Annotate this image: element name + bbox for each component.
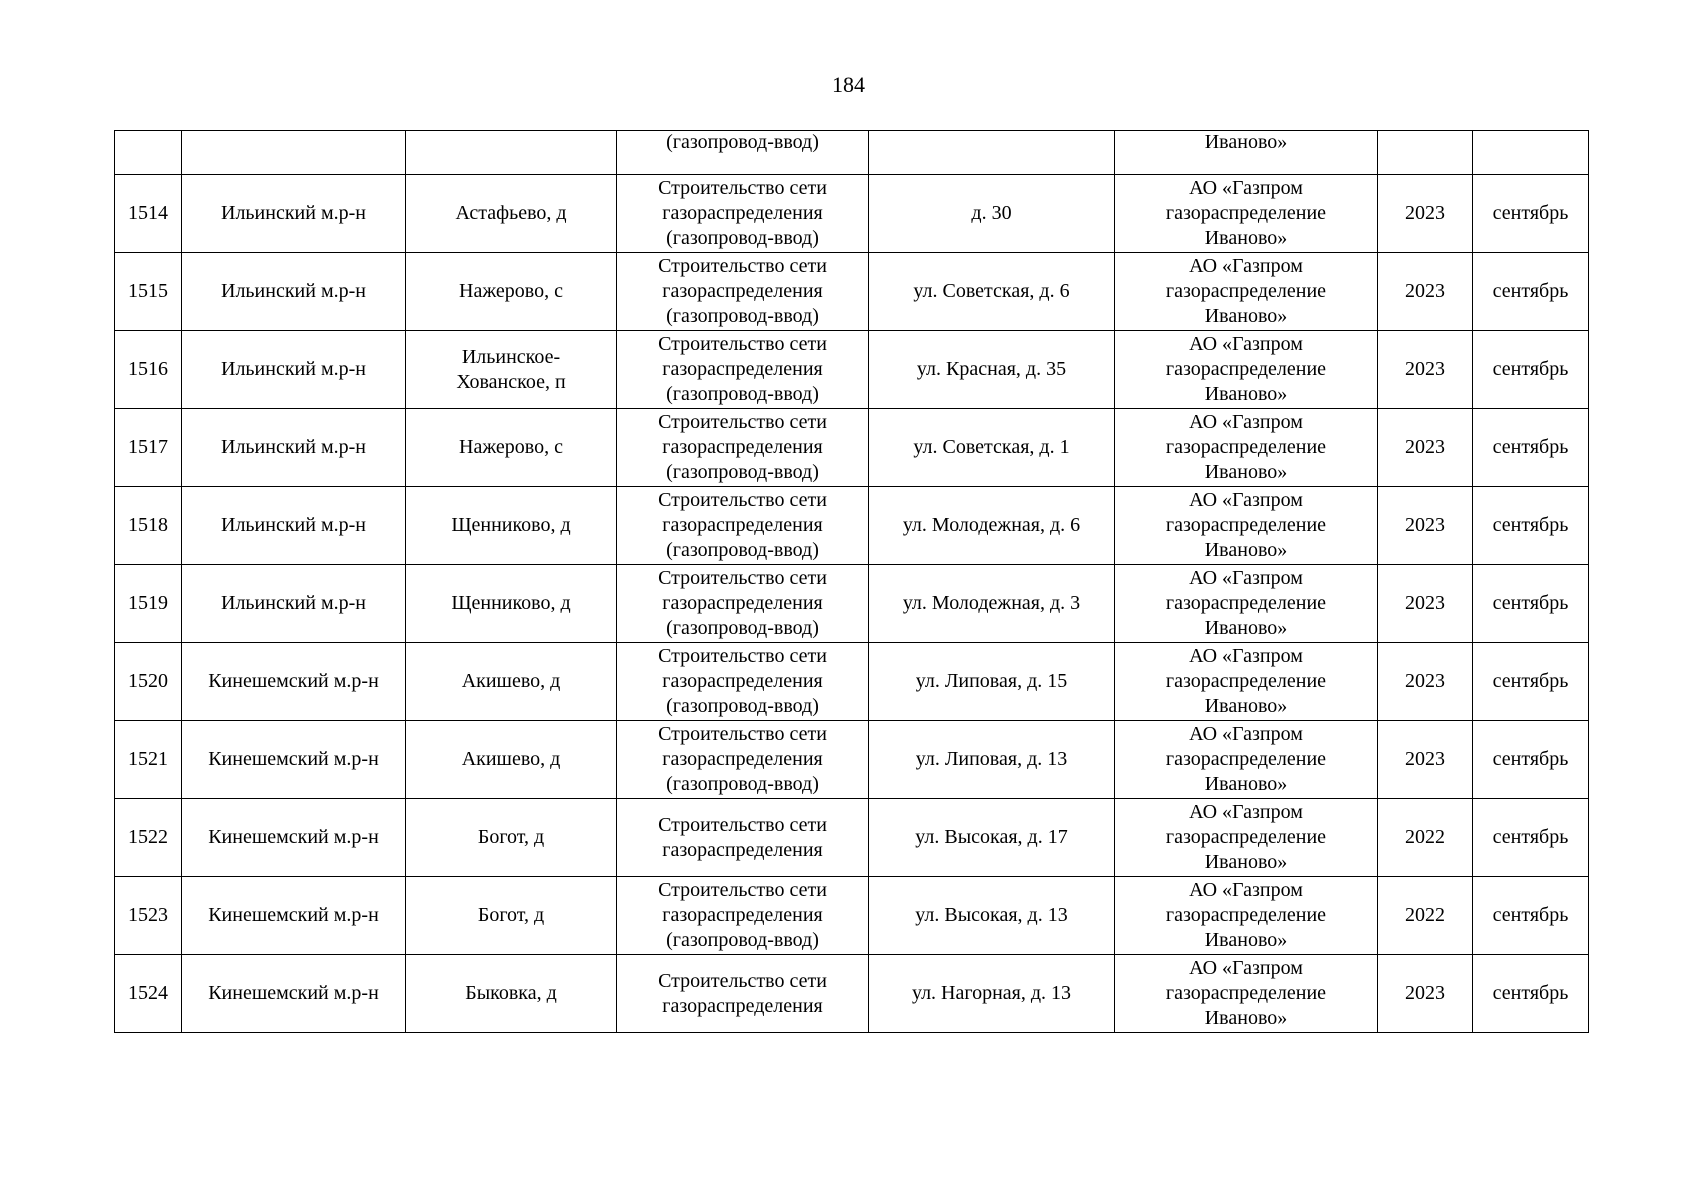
cell-locality-text: Щенниково, д — [451, 592, 571, 614]
cell-work — [617, 955, 869, 1033]
cell-num — [115, 253, 182, 331]
cell-address — [869, 175, 1115, 253]
cell-address — [869, 409, 1115, 487]
cell-month-text: сентябрь — [1492, 514, 1569, 536]
cell-district-text: Ильинский м.р-н — [221, 514, 366, 536]
cell-year-text: 2023 — [1405, 514, 1445, 536]
cell-district-text: Ильинский м.р-н — [221, 592, 366, 614]
cell-year — [1378, 175, 1473, 253]
cell-org — [1115, 175, 1378, 253]
cell-locality — [406, 331, 617, 409]
cell-year — [1378, 877, 1473, 955]
cell-address — [869, 565, 1115, 643]
table-row — [115, 877, 1589, 955]
cell-year — [1378, 253, 1473, 331]
cell-address — [869, 331, 1115, 409]
cell-work — [617, 409, 869, 487]
cell-year — [1378, 487, 1473, 565]
cell-locality — [406, 409, 617, 487]
cell-address — [869, 955, 1115, 1033]
cell-month-text: сентябрь — [1492, 982, 1569, 1004]
cell-work — [617, 799, 869, 877]
cell-num-text: 1520 — [128, 670, 168, 692]
cell-org — [1115, 565, 1378, 643]
cell-work-text: (газопровод-ввод) — [666, 131, 819, 153]
cell-year-text: 2023 — [1405, 982, 1445, 1004]
cell-org-text: Иваново» — [1204, 131, 1288, 153]
cell-address-text: ул. Липовая, д. 15 — [915, 670, 1068, 692]
cell-org-text: АО «Газпром газораспределение Иваново» — [1165, 177, 1327, 249]
cell-locality-text: Ильинское- Хованское, п — [456, 345, 566, 393]
cell-year-text: 2022 — [1405, 904, 1445, 926]
cell-month — [1473, 175, 1589, 253]
cell-locality — [406, 487, 617, 565]
cell-year-text: 2023 — [1405, 670, 1445, 692]
table-row — [115, 175, 1589, 253]
cell-district — [182, 131, 406, 175]
cell-work — [617, 175, 869, 253]
cell-num-text: 1517 — [128, 436, 168, 458]
cell-num-text: 1522 — [128, 826, 168, 848]
cell-address-text: ул. Советская, д. 1 — [913, 436, 1070, 458]
cell-district — [182, 253, 406, 331]
cell-num — [115, 955, 182, 1033]
cell-address — [869, 643, 1115, 721]
cell-year — [1378, 331, 1473, 409]
cell-work — [617, 253, 869, 331]
table-row-continued — [115, 131, 1589, 175]
cell-month-text: сентябрь — [1492, 358, 1569, 380]
cell-year — [1378, 799, 1473, 877]
cell-org-text: АО «Газпром газораспределение Иваново» — [1165, 411, 1327, 483]
cell-num-text: 1523 — [128, 904, 168, 926]
cell-num — [115, 643, 182, 721]
cell-num — [115, 487, 182, 565]
cell-district — [182, 877, 406, 955]
cell-locality-text: Нажерово, с — [459, 280, 563, 302]
cell-address-text: ул. Высокая, д. 13 — [915, 904, 1068, 926]
cell-org — [1115, 331, 1378, 409]
cell-month — [1473, 721, 1589, 799]
cell-work-text: Строительство сети газораспределения (газопровод-ввод) — [658, 723, 827, 795]
cell-org-text: АО «Газпром газораспределение Иваново» — [1165, 255, 1327, 327]
cell-month-text: сентябрь — [1492, 826, 1569, 848]
cell-work — [617, 565, 869, 643]
cell-district — [182, 799, 406, 877]
cell-address-text: ул. Нагорная, д. 13 — [911, 982, 1072, 1004]
cell-address — [869, 131, 1115, 175]
cell-num-text: 1519 — [128, 592, 168, 614]
cell-district-text: Кинешемский м.р-н — [208, 670, 379, 692]
table-row — [115, 799, 1589, 877]
cell-org — [1115, 487, 1378, 565]
cell-district-text: Кинешемский м.р-н — [208, 904, 379, 926]
cell-month — [1473, 331, 1589, 409]
cell-work-text: Строительство сети газораспределения (газопровод-ввод) — [658, 567, 827, 639]
cell-locality-text: Щенниково, д — [451, 514, 571, 536]
table-row — [115, 643, 1589, 721]
table-row — [115, 487, 1589, 565]
cell-year-text: 2023 — [1405, 436, 1445, 458]
cell-address — [869, 721, 1115, 799]
cell-month — [1473, 877, 1589, 955]
cell-year — [1378, 565, 1473, 643]
cell-month — [1473, 487, 1589, 565]
cell-district-text: Кинешемский м.р-н — [208, 982, 379, 1004]
cell-address — [869, 877, 1115, 955]
cell-district — [182, 643, 406, 721]
cell-num — [115, 175, 182, 253]
cell-num-text: 1524 — [128, 982, 168, 1004]
cell-month-text: сентябрь — [1492, 592, 1569, 614]
cell-locality — [406, 565, 617, 643]
cell-month — [1473, 409, 1589, 487]
cell-locality — [406, 799, 617, 877]
cell-year — [1378, 131, 1473, 175]
cell-district — [182, 175, 406, 253]
cell-work — [617, 643, 869, 721]
cell-locality-text: Акишево, д — [461, 748, 561, 770]
cell-district — [182, 721, 406, 799]
cell-address — [869, 799, 1115, 877]
cell-locality-text: Нажерово, с — [459, 436, 563, 458]
cell-address-text: ул. Красная, д. 35 — [916, 358, 1067, 380]
cell-address — [869, 487, 1115, 565]
cell-locality-text: Богот, д — [477, 904, 545, 926]
cell-year — [1378, 721, 1473, 799]
cell-num — [115, 565, 182, 643]
gas-distribution-table — [114, 130, 1589, 1033]
cell-work — [617, 131, 869, 175]
cell-org-text: АО «Газпром газораспределение Иваново» — [1165, 723, 1327, 795]
cell-month-text: сентябрь — [1492, 280, 1569, 302]
cell-work — [617, 331, 869, 409]
cell-org — [1115, 131, 1378, 175]
cell-org-text: АО «Газпром газораспределение Иваново» — [1165, 879, 1327, 951]
cell-year-text: 2023 — [1405, 358, 1445, 380]
cell-month-text: сентябрь — [1492, 202, 1569, 224]
cell-org — [1115, 799, 1378, 877]
cell-district — [182, 955, 406, 1033]
cell-num — [115, 409, 182, 487]
cell-work-text: Строительство сети газораспределения (газопровод-ввод) — [658, 645, 827, 717]
cell-district — [182, 565, 406, 643]
page-number: 184 — [832, 72, 865, 97]
cell-locality — [406, 131, 617, 175]
cell-num-text: 1521 — [128, 748, 168, 770]
cell-work — [617, 487, 869, 565]
cell-org-text: АО «Газпром газораспределение Иваново» — [1165, 567, 1327, 639]
cell-month — [1473, 799, 1589, 877]
cell-district-text: Ильинский м.р-н — [221, 358, 366, 380]
cell-org — [1115, 955, 1378, 1033]
cell-num — [115, 331, 182, 409]
cell-district-text: Кинешемский м.р-н — [208, 748, 379, 770]
table-row — [115, 565, 1589, 643]
cell-year-text: 2023 — [1405, 748, 1445, 770]
cell-district — [182, 331, 406, 409]
cell-work-text: Строительство сети газораспределения — [658, 969, 827, 1017]
cell-year-text: 2022 — [1405, 826, 1445, 848]
cell-locality — [406, 175, 617, 253]
cell-work-text: Строительство сети газораспределения (газопровод-ввод) — [658, 489, 827, 561]
cell-num — [115, 877, 182, 955]
cell-work — [617, 877, 869, 955]
cell-work-text: Строительство сети газораспределения — [658, 813, 827, 861]
cell-month — [1473, 565, 1589, 643]
cell-num-text: 1518 — [128, 514, 168, 536]
cell-month-text: сентябрь — [1492, 904, 1569, 926]
table-body — [115, 131, 1589, 1033]
cell-num — [115, 131, 182, 175]
cell-address-text: ул. Молодежная, д. 3 — [902, 592, 1081, 614]
cell-org-text: АО «Газпром газораспределение Иваново» — [1165, 957, 1327, 1029]
cell-org-text: АО «Газпром газораспределение Иваново» — [1165, 801, 1327, 873]
cell-month-text: сентябрь — [1492, 748, 1569, 770]
cell-year — [1378, 955, 1473, 1033]
cell-locality-text: Быковка, д — [465, 982, 557, 1004]
cell-locality — [406, 721, 617, 799]
cell-locality-text: Астафьево, д — [455, 202, 567, 224]
cell-locality — [406, 643, 617, 721]
cell-num — [115, 799, 182, 877]
cell-district — [182, 487, 406, 565]
cell-month — [1473, 131, 1589, 175]
cell-work-text: Строительство сети газораспределения (газопровод-ввод) — [658, 879, 827, 951]
table-row — [115, 253, 1589, 331]
cell-org-text: АО «Газпром газораспределение Иваново» — [1165, 489, 1327, 561]
cell-num-text: 1514 — [128, 202, 168, 224]
cell-org — [1115, 253, 1378, 331]
cell-year-text: 2023 — [1405, 592, 1445, 614]
cell-org — [1115, 643, 1378, 721]
cell-org — [1115, 877, 1378, 955]
cell-locality — [406, 955, 617, 1033]
cell-district-text: Ильинский м.р-н — [221, 202, 366, 224]
cell-address-text: ул. Липовая, д. 13 — [915, 748, 1068, 770]
cell-month — [1473, 253, 1589, 331]
cell-locality-text: Акишево, д — [461, 670, 561, 692]
cell-num-text: 1516 — [128, 358, 168, 380]
cell-locality — [406, 877, 617, 955]
table-row — [115, 409, 1589, 487]
cell-district-text: Кинешемский м.р-н — [208, 826, 379, 848]
cell-month — [1473, 643, 1589, 721]
cell-work-text: Строительство сети газораспределения (газопровод-ввод) — [658, 255, 827, 327]
cell-address-text: ул. Советская, д. 6 — [913, 280, 1070, 302]
cell-work — [617, 721, 869, 799]
cell-year-text: 2023 — [1405, 280, 1445, 302]
cell-address-text: д. 30 — [971, 202, 1012, 224]
cell-work-text: Строительство сети газораспределения (газопровод-ввод) — [658, 411, 827, 483]
cell-work-text: Строительство сети газораспределения (газопровод-ввод) — [658, 177, 827, 249]
cell-month-text: сентябрь — [1492, 436, 1569, 458]
cell-district-text: Ильинский м.р-н — [221, 280, 366, 302]
table-row — [115, 955, 1589, 1033]
table-row — [115, 721, 1589, 799]
cell-org — [1115, 721, 1378, 799]
cell-org-text: АО «Газпром газораспределение Иваново» — [1165, 333, 1327, 405]
cell-address — [869, 253, 1115, 331]
cell-year — [1378, 643, 1473, 721]
cell-address-text: ул. Высокая, д. 17 — [915, 826, 1068, 848]
cell-month — [1473, 955, 1589, 1033]
cell-org — [1115, 409, 1378, 487]
table-row — [115, 331, 1589, 409]
cell-locality-text: Богот, д — [477, 826, 545, 848]
cell-district-text: Ильинский м.р-н — [221, 436, 366, 458]
cell-org-text: АО «Газпром газораспределение Иваново» — [1165, 645, 1327, 717]
cell-num — [115, 721, 182, 799]
cell-locality — [406, 253, 617, 331]
cell-num-text: 1515 — [128, 280, 168, 302]
cell-work-text: Строительство сети газораспределения (газопровод-ввод) — [658, 333, 827, 405]
cell-month-text: сентябрь — [1492, 670, 1569, 692]
cell-address-text: ул. Молодежная, д. 6 — [902, 514, 1081, 536]
cell-year-text: 2023 — [1405, 202, 1445, 224]
cell-district — [182, 409, 406, 487]
cell-year — [1378, 409, 1473, 487]
